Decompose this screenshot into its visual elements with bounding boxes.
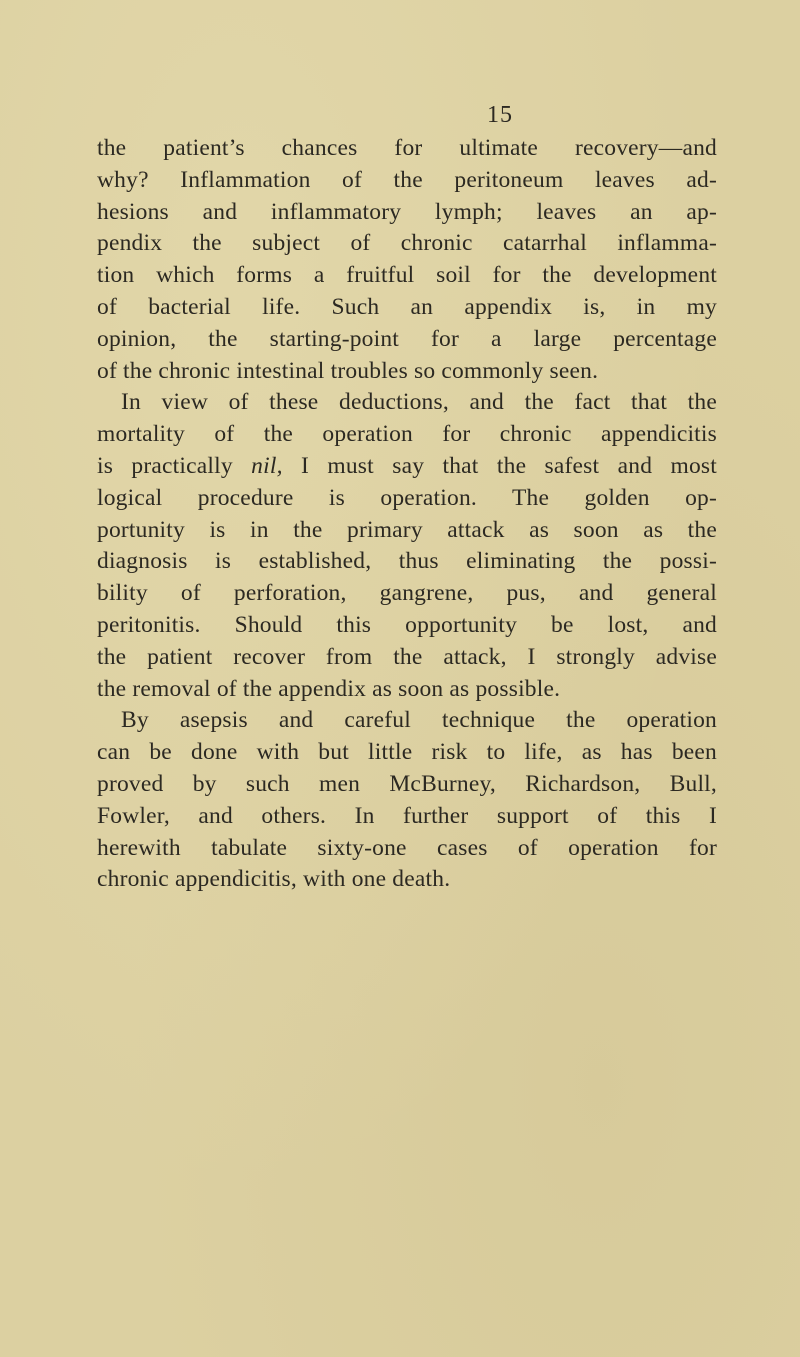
text-line: mortality of the operation for chronic appendicitis: [97, 421, 717, 448]
text-line: pendix the subject of chronic catarrhal inflamma-: [97, 230, 717, 257]
text-line: proved by such men McBurney, Richardson, Bull,: [97, 770, 717, 797]
text-line: bility of perforation, gangrene, pus, and general: [97, 580, 717, 607]
paragraph: [97, 705, 717, 896]
text-line: opinion, the starting-point for a large percentage: [97, 325, 717, 352]
text-line: In view of these deductions, and the fact that the: [121, 389, 717, 416]
body-text: [97, 133, 717, 896]
text-line: the patient’s chances for ultimate recovery—and: [97, 135, 717, 161]
paragraph: [97, 387, 717, 705]
text-line: why? Inflammation of the peritoneum leaves ad-: [97, 166, 717, 193]
text-line: of bacterial life. Such an appendix is, in my: [97, 293, 717, 320]
text-line: the removal of the appendix as soon as possible.: [97, 675, 561, 702]
text-line: can be done with but little risk to life, as has been: [97, 739, 717, 766]
text-line: Fowler, and others. In further support of this I: [97, 802, 717, 829]
text-line: logical procedure is operation. The golden op-: [97, 484, 717, 511]
text-line: herewith tabulate sixty-one cases of operation for: [97, 834, 717, 861]
text-line: hesions and inflammatory lymph; leaves an ap-: [97, 198, 717, 225]
text-line: chronic appendicitis, with one death.: [97, 866, 451, 893]
text-segment: I must say that the safest and most: [282, 452, 717, 479]
text-line: of the chronic intestinal troubles so commonly seen.: [97, 357, 599, 384]
text-line: tion which forms a fruitful soil for the development: [97, 262, 717, 289]
page-number: 15: [487, 102, 513, 128]
text-line: the patient recover from the attack, I strongly advise: [97, 643, 717, 670]
text-line: peritonitis. Should this opportunity be lost, and: [97, 611, 717, 638]
text-line: By asepsis and careful technique the operation: [121, 707, 717, 734]
text-line: portunity is in the primary attack as soon as the: [97, 516, 717, 543]
text-line: diagnosis is established, thus eliminating the possi-: [97, 548, 717, 575]
paragraph: [97, 133, 717, 387]
text-segment: is practically: [97, 452, 252, 479]
italic-term: nil,: [251, 452, 283, 479]
text-line: [97, 451, 717, 483]
